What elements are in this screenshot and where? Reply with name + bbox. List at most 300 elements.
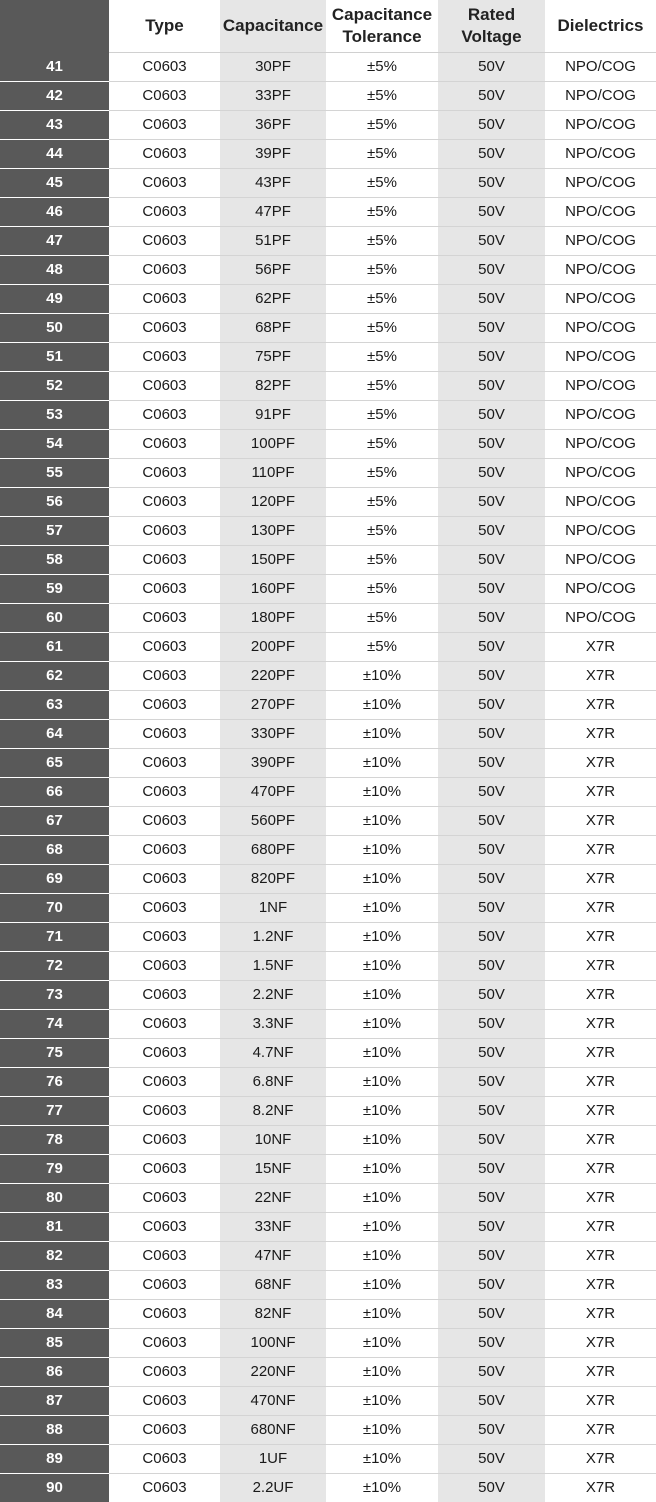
dielectrics-cell: NPO/COG	[545, 545, 656, 574]
row-number-cell: 66	[0, 777, 109, 806]
capacitance-cell: 680PF	[220, 835, 326, 864]
voltage-cell: 50V	[438, 748, 545, 777]
type-cell: C0603	[109, 893, 220, 922]
table-row	[0, 661, 656, 690]
voltage-cell: 50V	[438, 864, 545, 893]
voltage-cell: 50V	[438, 1096, 545, 1125]
capacitance-cell: 68NF	[220, 1270, 326, 1299]
tolerance-cell: ±5%	[326, 429, 438, 458]
row-number-cell: 54	[0, 429, 109, 458]
voltage-cell: 50V	[438, 1038, 545, 1067]
dielectrics-cell: X7R	[545, 632, 656, 661]
type-cell: C0603	[109, 1270, 220, 1299]
table-row	[0, 342, 656, 371]
dielectrics-cell: X7R	[545, 1009, 656, 1038]
dielectrics-cell: X7R	[545, 690, 656, 719]
table-row	[0, 371, 656, 400]
row-number-cell: 62	[0, 661, 109, 690]
type-cell: C0603	[109, 139, 220, 168]
dielectrics-cell: X7R	[545, 1386, 656, 1415]
row-number-cell: 75	[0, 1038, 109, 1067]
table-row	[0, 1009, 656, 1038]
dielectrics-cell: X7R	[545, 1067, 656, 1096]
dielectrics-cell: X7R	[545, 1183, 656, 1212]
type-cell: C0603	[109, 603, 220, 632]
tolerance-cell: ±10%	[326, 1328, 438, 1357]
dielectrics-cell: X7R	[545, 922, 656, 951]
dielectrics-cell: X7R	[545, 980, 656, 1009]
row-number-cell: 90	[0, 1473, 109, 1502]
tolerance-cell: ±5%	[326, 632, 438, 661]
dielectrics-cell: NPO/COG	[545, 139, 656, 168]
dielectrics-cell: X7R	[545, 777, 656, 806]
capacitance-cell: 200PF	[220, 632, 326, 661]
voltage-cell: 50V	[438, 400, 545, 429]
voltage-cell: 50V	[438, 1386, 545, 1415]
row-number-cell: 70	[0, 893, 109, 922]
row-number-cell: 44	[0, 139, 109, 168]
row-number-cell: 78	[0, 1125, 109, 1154]
capacitance-cell: 1.2NF	[220, 922, 326, 951]
capacitance-cell: 33NF	[220, 1212, 326, 1241]
row-number-cell: 63	[0, 690, 109, 719]
type-cell: C0603	[109, 864, 220, 893]
table-row	[0, 255, 656, 284]
dielectrics-cell: NPO/COG	[545, 255, 656, 284]
voltage-cell: 50V	[438, 1241, 545, 1270]
table-row	[0, 719, 656, 748]
voltage-cell: 50V	[438, 1357, 545, 1386]
table-row	[0, 980, 656, 1009]
dielectrics-cell: X7R	[545, 1357, 656, 1386]
table-row	[0, 487, 656, 516]
table-row	[0, 516, 656, 545]
type-cell: C0603	[109, 1444, 220, 1473]
row-number-cell: 51	[0, 342, 109, 371]
dielectrics-cell: NPO/COG	[545, 603, 656, 632]
tolerance-cell: ±10%	[326, 1009, 438, 1038]
table-row	[0, 1212, 656, 1241]
tolerance-cell: ±5%	[326, 197, 438, 226]
tolerance-cell: ±10%	[326, 1386, 438, 1415]
table-row	[0, 1154, 656, 1183]
type-cell: C0603	[109, 1154, 220, 1183]
capacitance-cell: 560PF	[220, 806, 326, 835]
row-number-cell: 73	[0, 980, 109, 1009]
tolerance-cell: ±10%	[326, 1212, 438, 1241]
capacitance-cell: 43PF	[220, 168, 326, 197]
tolerance-cell: ±5%	[326, 342, 438, 371]
type-cell: C0603	[142, 1479, 187, 1497]
table-row	[0, 1270, 656, 1299]
table-row	[0, 1328, 656, 1357]
capacitance-cell: 47NF	[220, 1241, 326, 1270]
dielectrics-cell: X7R	[545, 951, 656, 980]
dielectrics-cell: X7R	[545, 1444, 656, 1473]
tolerance-cell: ±5%	[326, 226, 438, 255]
type-cell: C0603	[109, 1212, 220, 1241]
dielectrics-cell: NPO/COG	[545, 487, 656, 516]
type-header: Type	[109, 0, 220, 52]
tolerance-cell: ±10%	[326, 893, 438, 922]
dielectrics-cell: X7R	[545, 864, 656, 893]
dielectrics-cell: NPO/COG	[545, 284, 656, 313]
voltage-cell: 50V	[438, 835, 545, 864]
type-cell: C0603	[109, 1415, 220, 1444]
voltage-cell: 50V	[438, 81, 545, 110]
table-row	[0, 864, 656, 893]
table-row	[0, 1183, 656, 1212]
row-number-cell: 89	[0, 1444, 109, 1473]
table-row	[0, 835, 656, 864]
type-cell: C0603	[109, 371, 220, 400]
type-cell: C0603	[109, 980, 220, 1009]
capacitance-cell: 150PF	[220, 545, 326, 574]
tolerance-header: Capacitance Tolerance	[326, 0, 438, 52]
table-row	[0, 603, 656, 632]
row-number-cell: 43	[0, 110, 109, 139]
type-cell: C0603	[109, 690, 220, 719]
table-row	[0, 574, 656, 603]
voltage-cell: 50V	[438, 661, 545, 690]
voltage-cell: 50V	[438, 1328, 545, 1357]
row-number-cell: 61	[0, 632, 109, 661]
capacitance-cell: 110PF	[220, 458, 326, 487]
voltage-cell: 50V	[438, 516, 545, 545]
dielectrics-cell: X7R	[545, 1415, 656, 1444]
table-row	[0, 52, 656, 81]
tolerance-cell: ±10%	[326, 1357, 438, 1386]
capacitance-cell: 36PF	[220, 110, 326, 139]
row-number-cell: 67	[0, 806, 109, 835]
dielectrics-header: Dielectrics	[545, 0, 656, 52]
dielectrics-cell: X7R	[545, 1154, 656, 1183]
tolerance-cell: ±5%	[326, 545, 438, 574]
capacitance-cell: 3.3NF	[220, 1009, 326, 1038]
tolerance-cell: ±5%	[326, 255, 438, 284]
type-cell: C0603	[109, 1096, 220, 1125]
capacitance-cell: 120PF	[220, 487, 326, 516]
voltage-cell: 50V	[438, 371, 545, 400]
tolerance-cell: ±5%	[326, 603, 438, 632]
tolerance-cell: ±10%	[326, 1067, 438, 1096]
tolerance-cell: ±5%	[326, 313, 438, 342]
row-number-cell: 56	[0, 487, 109, 516]
dielectrics-cell: X7R	[545, 719, 656, 748]
row-number-cell: 68	[0, 835, 109, 864]
capacitance-cell: 91PF	[220, 400, 326, 429]
voltage-cell: 50V	[438, 1444, 545, 1473]
voltage-cell: 50V	[438, 951, 545, 980]
type-cell: C0603	[109, 487, 220, 516]
table-header	[0, 0, 656, 52]
capacitance-cell: 330PF	[220, 719, 326, 748]
type-cell: C0603	[109, 400, 220, 429]
voltage-cell: 50V	[438, 487, 545, 516]
row-number-cell: 57	[0, 516, 109, 545]
row-number-cell: 42	[0, 81, 109, 110]
capacitance-cell: 680NF	[220, 1415, 326, 1444]
row-number-cell: 74	[0, 1009, 109, 1038]
table-row	[0, 284, 656, 313]
capacitance-cell: 1NF	[220, 893, 326, 922]
type-cell: C0603	[109, 516, 220, 545]
row-number-cell: 71	[0, 922, 109, 951]
capacitance-cell: 56PF	[220, 255, 326, 284]
type-cell: C0603	[109, 458, 220, 487]
capacitance-cell: 30PF	[220, 52, 326, 81]
dielectrics-cell: NPO/COG	[545, 110, 656, 139]
row-number-cell: 50	[0, 313, 109, 342]
capacitance-cell: 82PF	[220, 371, 326, 400]
tolerance-cell: ±5%	[326, 110, 438, 139]
type-cell: C0603	[109, 168, 220, 197]
capacitance-cell: 100NF	[220, 1328, 326, 1357]
row-number-cell: 60	[0, 603, 109, 632]
tolerance-cell: ±10%	[326, 1125, 438, 1154]
type-cell: C0603	[109, 226, 220, 255]
type-cell: C0603	[109, 284, 220, 313]
capacitance-cell: 33PF	[220, 81, 326, 110]
tolerance-cell: ±10%	[326, 661, 438, 690]
type-cell: C0603	[109, 806, 220, 835]
dielectrics-cell: X7R	[545, 806, 656, 835]
index-header	[0, 0, 109, 52]
row-number-cell: 41	[0, 52, 109, 81]
voltage-cell: 50V	[438, 603, 545, 632]
tolerance-cell: ±10%	[326, 806, 438, 835]
dielectrics-cell: X7R	[545, 1212, 656, 1241]
voltage-cell: 50V	[438, 1154, 545, 1183]
voltage-cell: 50V	[438, 1183, 545, 1212]
capacitance-cell: 15NF	[220, 1154, 326, 1183]
dielectrics-cell: NPO/COG	[545, 371, 656, 400]
tolerance-cell: ±5%	[326, 400, 438, 429]
capacitance-cell: 68PF	[220, 313, 326, 342]
table-row	[0, 1096, 656, 1125]
voltage-cell: 50V	[438, 1212, 545, 1241]
row-number-cell: 46	[0, 197, 109, 226]
type-cell: C0603	[109, 52, 220, 81]
voltage-cell: 50V	[438, 806, 545, 835]
dielectrics-cell: X7R	[545, 1328, 656, 1357]
dielectrics-cell: NPO/COG	[545, 400, 656, 429]
voltage-cell: 50V	[438, 574, 545, 603]
table-row	[0, 139, 656, 168]
row-number-cell: 84	[0, 1299, 109, 1328]
type-cell: C0603	[109, 661, 220, 690]
table-body	[0, 52, 656, 1502]
table-row	[0, 922, 656, 951]
table-row	[0, 1415, 656, 1444]
dielectrics-cell: NPO/COG	[545, 226, 656, 255]
voltage-cell: 50V	[438, 777, 545, 806]
capacitance-cell: 1UF	[220, 1444, 326, 1473]
row-number-cell: 76	[0, 1067, 109, 1096]
voltage-cell: 50V	[438, 226, 545, 255]
dielectrics-cell: X7R	[545, 1125, 656, 1154]
capacitance-header: Capacitance	[220, 0, 326, 52]
table-row	[0, 313, 656, 342]
table-row	[0, 1067, 656, 1096]
row-number-cell: 59	[0, 574, 109, 603]
dielectrics-cell: X7R	[545, 1299, 656, 1328]
dielectrics-cell: NPO/COG	[545, 429, 656, 458]
voltage-cell: 50V	[438, 1009, 545, 1038]
voltage-cell: 50V	[438, 110, 545, 139]
dielectrics-cell: X7R	[545, 893, 656, 922]
table-row	[0, 1473, 656, 1502]
capacitance-cell: 6.8NF	[220, 1067, 326, 1096]
table-row	[0, 1299, 656, 1328]
type-cell: C0603	[109, 1038, 220, 1067]
type-cell: C0603	[109, 1183, 220, 1212]
dielectrics-cell: NPO/COG	[545, 313, 656, 342]
voltage-cell: 50V	[438, 139, 545, 168]
capacitance-cell: 1.5NF	[220, 951, 326, 980]
type-cell: C0603	[109, 1357, 220, 1386]
dielectrics-cell: X7R	[585, 1479, 616, 1497]
voltage-cell: 50V	[438, 980, 545, 1009]
row-number-cell: 85	[0, 1328, 109, 1357]
voltage-cell: 50V	[438, 1299, 545, 1328]
tolerance-cell: ±10%	[326, 835, 438, 864]
row-number-cell: 58	[0, 545, 109, 574]
voltage-cell: 50V	[438, 1067, 545, 1096]
type-cell: C0603	[109, 632, 220, 661]
row-number-cell: 87	[0, 1386, 109, 1415]
tolerance-cell: ±10%	[326, 1038, 438, 1067]
table-row	[0, 545, 656, 574]
table-row	[0, 690, 656, 719]
row-number-cell: 48	[0, 255, 109, 284]
voltage-cell: 50V	[438, 342, 545, 371]
voltage-cell: 50V	[438, 1125, 545, 1154]
capacitance-cell: 220PF	[220, 661, 326, 690]
dielectrics-cell: X7R	[545, 661, 656, 690]
dielectrics-cell: X7R	[545, 1241, 656, 1270]
table-row	[0, 1241, 656, 1270]
type-cell: C0603	[109, 574, 220, 603]
capacitance-cell: 820PF	[220, 864, 326, 893]
table-row	[0, 806, 656, 835]
type-cell: C0603	[109, 429, 220, 458]
type-cell: C0603	[109, 545, 220, 574]
table-row	[0, 951, 656, 980]
capacitance-cell: 100PF	[220, 429, 326, 458]
row-number-cell: 53	[0, 400, 109, 429]
row-number-cell: 64	[0, 719, 109, 748]
row-number-cell: 79	[0, 1154, 109, 1183]
voltage-cell: 50V	[438, 922, 545, 951]
table-row	[0, 226, 656, 255]
table-row	[0, 197, 656, 226]
row-number-cell: 52	[0, 371, 109, 400]
row-number-cell: 65	[0, 748, 109, 777]
capacitance-cell: 2.2NF	[220, 980, 326, 1009]
voltage-cell: 50V	[438, 429, 545, 458]
table-row	[0, 400, 656, 429]
tolerance-cell: ±5%	[326, 52, 438, 81]
capacitance-cell: 10NF	[220, 1125, 326, 1154]
table-row	[0, 429, 656, 458]
tolerance-cell: ±10%	[326, 1241, 438, 1270]
type-cell: C0603	[109, 835, 220, 864]
type-cell: C0603	[109, 748, 220, 777]
dielectrics-cell: NPO/COG	[545, 52, 656, 81]
tolerance-cell: ±5%	[326, 371, 438, 400]
type-cell: C0603	[109, 197, 220, 226]
dielectrics-cell: X7R	[545, 748, 656, 777]
tolerance-cell: ±10%	[326, 748, 438, 777]
capacitance-cell: 4.7NF	[220, 1038, 326, 1067]
voltage-cell: 50V	[438, 893, 545, 922]
table-row	[0, 777, 656, 806]
voltage-cell: 50V	[438, 690, 545, 719]
table-row	[0, 632, 656, 661]
tolerance-cell: ±10%	[326, 1299, 438, 1328]
tolerance-cell: ±10%	[326, 922, 438, 951]
capacitance-cell: 62PF	[220, 284, 326, 313]
capacitance-cell: 8.2NF	[220, 1096, 326, 1125]
type-cell: C0603	[109, 1009, 220, 1038]
header-row	[0, 0, 656, 52]
dielectrics-cell: NPO/COG	[545, 81, 656, 110]
dielectrics-cell: NPO/COG	[545, 342, 656, 371]
tolerance-cell: ±10%	[326, 864, 438, 893]
capacitance-cell: 390PF	[220, 748, 326, 777]
voltage-cell: 50V	[438, 168, 545, 197]
table-row	[0, 81, 656, 110]
table-row	[0, 458, 656, 487]
row-number-cell: 81	[0, 1212, 109, 1241]
type-cell: C0603	[109, 1328, 220, 1357]
type-cell: C0603	[109, 255, 220, 284]
row-number-cell: 49	[0, 284, 109, 313]
row-number-cell: 55	[0, 458, 109, 487]
type-cell: C0603	[109, 1386, 220, 1415]
tolerance-cell: ±5%	[326, 168, 438, 197]
capacitance-cell: 82NF	[220, 1299, 326, 1328]
voltage-cell: 50V	[438, 284, 545, 313]
voltage-cell: 50V	[438, 197, 545, 226]
tolerance-cell: ±5%	[326, 458, 438, 487]
voltage-cell: 50V	[438, 1415, 545, 1444]
capacitance-cell: 51PF	[220, 226, 326, 255]
capacitance-cell: 75PF	[220, 342, 326, 371]
row-number-cell: 82	[0, 1241, 109, 1270]
tolerance-cell: ±5%	[326, 81, 438, 110]
row-number-cell: 80	[0, 1183, 109, 1212]
type-cell: C0603	[109, 1299, 220, 1328]
dielectrics-cell: NPO/COG	[545, 197, 656, 226]
dielectrics-cell: X7R	[545, 1270, 656, 1299]
voltage-cell: 50V	[438, 255, 545, 284]
tolerance-cell: ±5%	[326, 487, 438, 516]
voltage-cell: 50V	[438, 52, 545, 81]
voltage-cell: 50V	[438, 1270, 545, 1299]
type-cell: C0603	[109, 313, 220, 342]
voltage-cell: 50V	[438, 719, 545, 748]
dielectrics-cell: NPO/COG	[545, 516, 656, 545]
capacitance-cell: 470NF	[220, 1386, 326, 1415]
dielectrics-cell: X7R	[545, 1096, 656, 1125]
tolerance-cell: ±5%	[326, 139, 438, 168]
table-row	[0, 1386, 656, 1415]
table-row	[0, 1357, 656, 1386]
row-number-cell: 72	[0, 951, 109, 980]
dielectrics-cell: X7R	[545, 1038, 656, 1067]
